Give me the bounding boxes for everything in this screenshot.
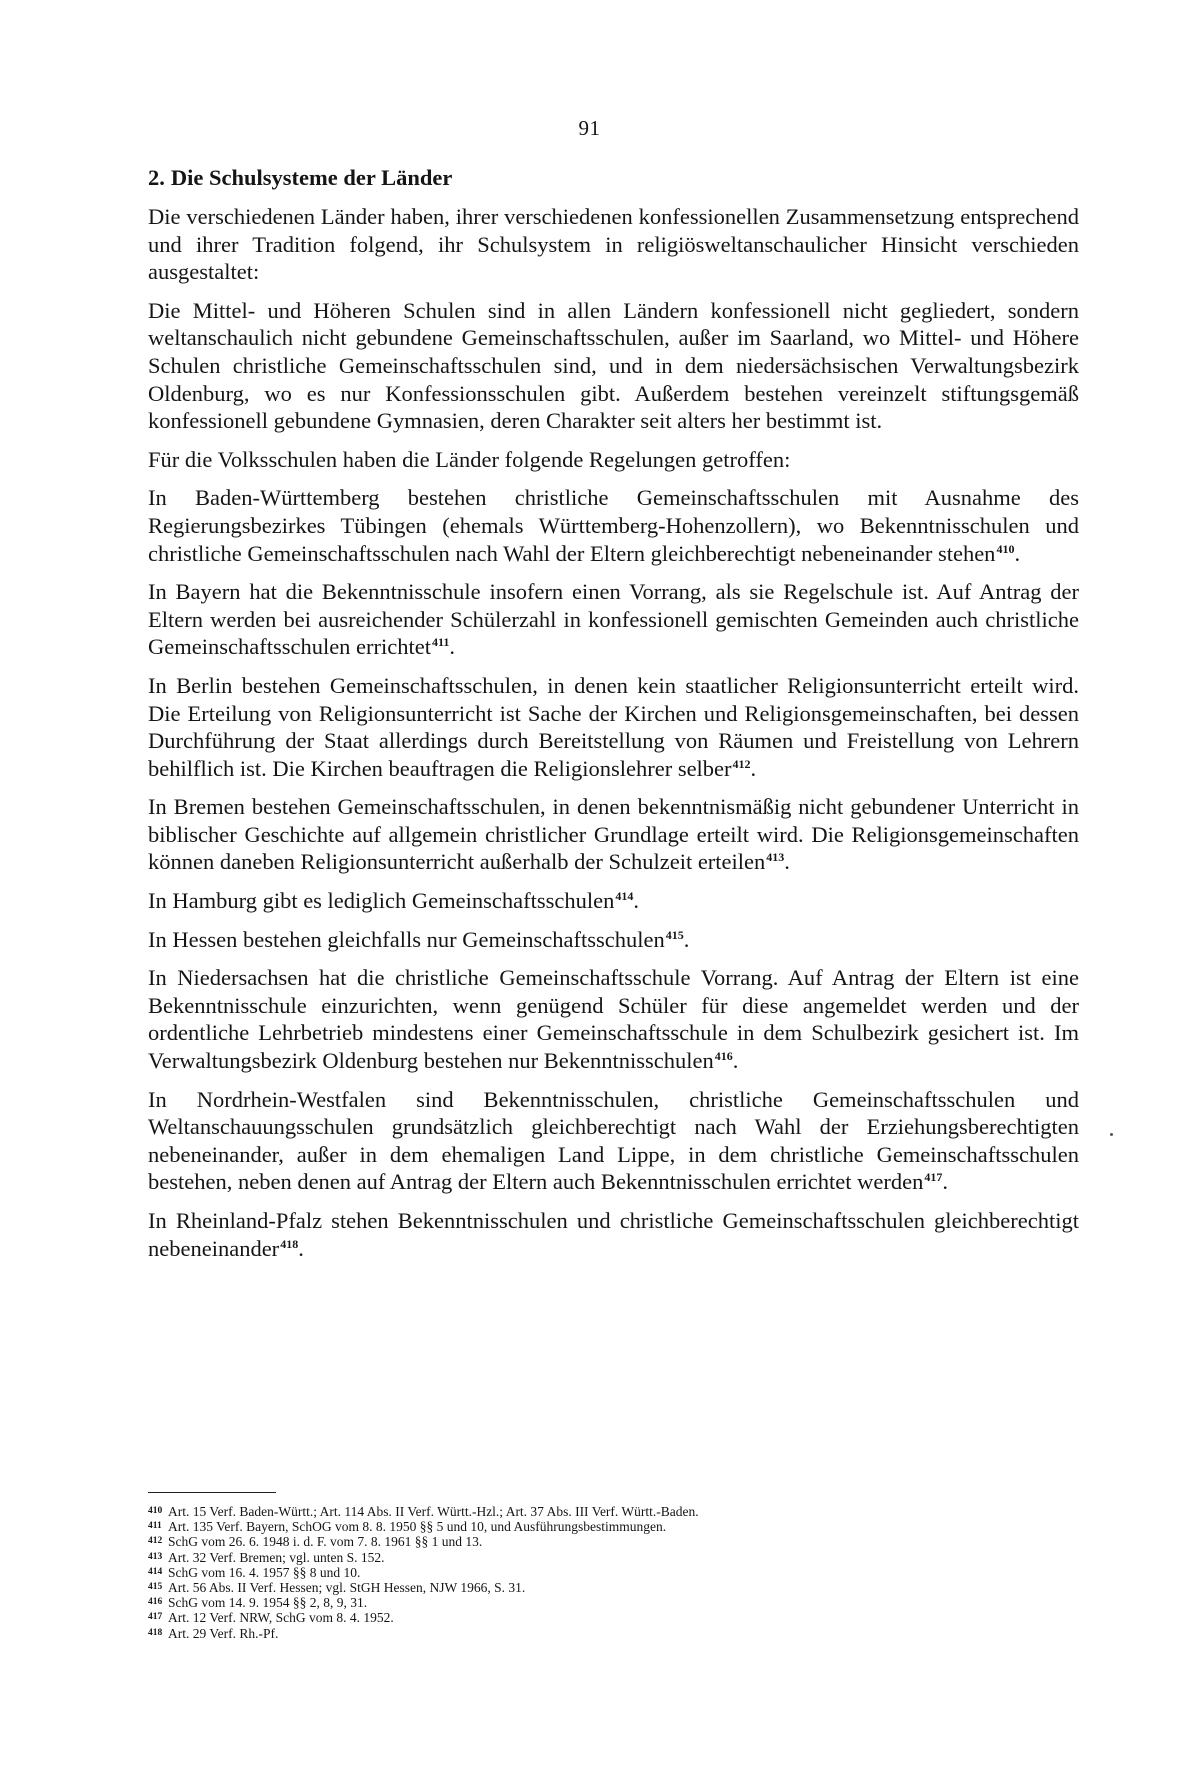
footnote-ref[interactable]: 413 — [766, 850, 785, 865]
footnote-text: SchG vom 16. 4. 1957 §§ 8 und 10. — [168, 1564, 361, 1580]
paragraph-berlin: In Berlin bestehen Gemeinschaftsschulen, in denen kein staatlicher Religionsunterricht erteilt wird. Die Erteilung von Religionsunterricht ist Sache der Kirchen und Religionsgemeinschaften, bei dessen Durchführung der Staat allerdings durch Bereitstellung von Räumen und Freistellung von Lehrern behilflich ist. Die Kirchen beauftragen die Religionslehrer selber$^{412}$. — [148, 672, 1079, 781]
footnote — [148, 1550, 1048, 1565]
paragraph-text: Für die Volksschulen haben die Länder folgende Regelungen getroffen: — [148, 446, 791, 472]
section-number: 2. — [148, 165, 165, 190]
paragraph-text: In Niedersachsen hat die christliche Gemeinschaftsschule Vorrang. Auf Antrag der Eltern ist eine Bekenntnisschule einzurichten, wenn genügend Schüler für diese angemeldet werden und der ordentliche Lehrbetrieb mindestens einer Gemeinschaftsschule in dem Schulbezirk gesichert ist. Im Verwaltungsbezirk Oldenburg bestehen nur Bekenntnisschulen — [148, 965, 1079, 1074]
footnote-text: SchG vom 26. 6. 1948 i. d. F. vom 7. 8. 1961 §§ 1 und 13. — [168, 1534, 483, 1550]
paragraph-text: In Bayern hat die Bekenntnisschule insofern einen Vorrang, als sie Regelschule ist. Auf Antrag der Eltern werden bei ausreichender Schülerzahl in konfessionell gemischten Gemeinden auch christliche Gemeinschaftsschulen errichtet — [148, 579, 1079, 660]
footnote-mark: 416 — [148, 1597, 163, 1608]
scan-speck — [1110, 1133, 1113, 1136]
footnote-separator — [148, 1492, 276, 1493]
section-heading — [148, 164, 1079, 191]
paragraph-text: In Rheinland-Pfalz stehen Bekenntnisschulen und christliche Gemeinschaftsschulen gleichberechtigt nebeneinander — [148, 1208, 1079, 1261]
footnote-ref[interactable]: 414 — [615, 889, 634, 904]
footnote-text: Art. 56 Abs. II Verf. Hessen; vgl. StGH Hessen, NJW 1966, S. 31. — [168, 1580, 526, 1596]
paragraph-text: In Berlin bestehen Gemeinschaftsschulen, in denen kein staatlicher Religionsunterricht erteilt wird. Die Erteilung von Religionsunterricht ist Sache der Kirchen und Religionsgemeinschaften, bei dessen Durchführung der Staat allerdings durch Bereitstellung von Räumen und Freistellung von Lehrern behilflich ist. Die Kirchen beauftragen die Religionslehrer selber — [148, 672, 1079, 781]
footnote — [148, 1534, 1048, 1549]
paragraph-text: In Nordrhein-Westfalen sind Bekenntnisschulen, christliche Gemeinschaftsschulen und Weltanschauungsschulen grundsätzlich gleichberechtigt nach Wahl der Erziehungsberechtigten nebeneinander, außer in dem ehemaligen Land Lippe, in dem christliche Gemeinschaftsschulen bestehen, neben denen auf Antrag der Eltern auch Bekenntnisschulen errichtet werden — [148, 1086, 1079, 1195]
footnote-mark: 418 — [148, 1627, 163, 1638]
footnote-mark: 410 — [148, 1506, 163, 1516]
footnote-ref[interactable]: 412 — [732, 756, 751, 771]
footnote — [148, 1565, 1048, 1580]
footnote-text: Art. 32 Verf. Bremen; vgl. unten S. 152. — [168, 1549, 385, 1565]
paragraph-hamburg: In Hamburg gibt es lediglich Gemeinschaftsschulen$^{414}$. — [148, 888, 639, 914]
paragraph-bayern: In Bayern hat die Bekenntnisschule insofern einen Vorrang, als sie Regelschule ist. Auf Antrag der Eltern werden bei ausreichender Schülerzahl in konfessionell gemischten Gemeinden auch christliche Gemeinschaftsschulen errichtet$^{411}$. — [148, 579, 1079, 660]
paragraph-text: In Baden-Württemberg bestehen christliche Gemeinschaftsschulen mit Ausnahme des Regierungsbezirkes Tübingen (ehemals Württemberg-Hohenzollern), wo Bekenntnisschulen und christliche Gemeinschaftsschulen nach Wahl der Eltern gleichberechtigt nebeneinander stehen — [148, 485, 1079, 566]
footnote-mark: 415 — [148, 1582, 163, 1593]
paragraph-hessen: In Hessen bestehen gleichfalls nur Gemeinschaftsschulen$^{415}$. — [148, 926, 690, 952]
footnote-text: SchG vom 14. 9. 1954 §§ 2, 8, 9, 31. — [168, 1595, 368, 1611]
footnote — [148, 1626, 1048, 1641]
footnote-ref[interactable]: 411 — [432, 635, 450, 650]
paragraph-intro — [148, 203, 1079, 286]
footnote-mark: 414 — [148, 1566, 163, 1577]
paragraph-rheinland-pfalz: In Rheinland-Pfalz stehen Bekenntnisschulen und christliche Gemeinschaftsschulen gleichberechtigt nebeneinander$^{418}$. — [148, 1208, 1079, 1261]
footnote-mark: 411 — [148, 1521, 162, 1532]
footnote-ref[interactable]: 415 — [665, 927, 684, 942]
footnote-text: Art. 135 Verf. Bayern, SchOG vom 8. 8. 1950 §§ 5 und 10, und Ausführungsbestimmungen. — [168, 1519, 667, 1535]
footnote — [148, 1595, 1048, 1610]
paragraph-niedersachsen: In Niedersachsen hat die christliche Gemeinschaftsschule Vorrang. Auf Antrag der Eltern ist eine Bekenntnisschule einzurichten, wenn genügend Schüler für diese angemeldet werden und der ordentliche Lehrbetrieb mindestens einer Gemeinschaftsschule in dem Schulbezirk gesichert ist. Im Verwaltungsbezirk Oldenburg bestehen nur Bekenntnisschulen$^{416}$. — [148, 965, 1079, 1074]
paragraph-secondary-schools — [148, 297, 1079, 435]
section-title: Die Schulsysteme der Länder — [170, 165, 453, 190]
main-text — [148, 164, 1079, 1273]
paragraph-text: In Bremen bestehen Gemeinschaftsschulen, in denen bekenntnismäßig nicht gebundener Unterricht in biblischer Geschichte auf allgemein christlicher Grundlage erteilt wird. Die Religionsgemeinschaften können daneben Religionsunterricht außerhalb der Schulzeit erteilen — [148, 794, 1079, 875]
footnote-mark: 413 — [148, 1551, 163, 1562]
paragraph-baden-wuerttemberg: In Baden-Württemberg bestehen christliche Gemeinschaftsschulen mit Ausnahme des Regierungsbezirkes Tübingen (ehemals Württemberg-Hohenzollern), wo Bekenntnisschulen und christliche Gemeinschaftsschulen nach Wahl der Eltern gleichberechtigt nebeneinander stehen$^{410}$. — [148, 485, 1079, 566]
footnote-mark: 412 — [148, 1536, 163, 1547]
paragraph-bremen: In Bremen bestehen Gemeinschaftsschulen, in denen bekenntnismäßig nicht gebundener Unterricht in biblischer Geschichte auf allgemein christlicher Grundlage erteilt wird. Die Religionsgemeinschaften können daneben Religionsunterricht außerhalb der Schulzeit erteilen$^{413}$. — [148, 794, 1079, 875]
footnote — [148, 1504, 1048, 1519]
footnote-text: Art. 15 Verf. Baden-Württ.; Art. 114 Abs. II Verf. Württ.-Hzl.; Art. 37 Abs. III Verf. Württ.-Baden. — [168, 1504, 699, 1519]
page-number: 91 — [578, 116, 601, 140]
footnote-ref[interactable]: 410 — [996, 541, 1015, 556]
footnote-text: Art. 29 Verf. Rh.-Pf. — [168, 1625, 279, 1641]
footnote-text: Art. 12 Verf. NRW, SchG vom 8. 4. 1952. — [168, 1610, 394, 1626]
footnote-ref[interactable]: 416 — [714, 1049, 733, 1064]
footnote — [148, 1580, 1048, 1595]
paragraph-volksschulen — [148, 446, 1079, 474]
paragraph-nordrhein-westfalen: In Nordrhein-Westfalen sind Bekenntnisschulen, christliche Gemeinschaftsschulen und Weltanschauungsschulen grundsätzlich gleichberechtigt nach Wahl der Erziehungsberechtigten nebeneinander, außer in dem ehemaligen Land Lippe, in dem christliche Gemeinschaftsschulen bestehen, neben denen auf Antrag der Eltern auch Bekenntnisschulen errichtet werden$^{417}$. — [148, 1086, 1079, 1195]
footnote-ref[interactable]: 417 — [924, 1170, 943, 1185]
footnotes — [148, 1504, 1048, 1641]
paragraph-text: Die verschiedenen Länder haben, ihrer verschiedenen konfessionellen Zusammensetzung entsprechend und ihrer Tradition folgend, ihr Schulsystem in religiösweltanschaulicher Hinsicht verschieden ausgestaltet: — [148, 204, 1079, 285]
footnote — [148, 1519, 1048, 1534]
paragraph-text: In Hessen bestehen gleichfalls nur Gemeinschaftsschulen — [148, 926, 665, 952]
footnote-ref[interactable]: 418 — [280, 1236, 299, 1251]
footnote — [148, 1610, 1048, 1625]
paragraph-text: In Hamburg gibt es lediglich Gemeinschaftsschulen — [148, 888, 615, 914]
paragraph-text: Die Mittel- und Höheren Schulen sind in allen Ländern konfessionell nicht gegliedert, sondern weltanschaulich nicht gebundene Gemeinschaftsschulen, außer im Saarland, wo Mittel- und Höhere Schulen christliche Gemeinschaftsschulen sind, und in dem niedersächsischen Verwaltungsbezirk Oldenburg, wo es nur Konfessionsschulen gibt. Außerdem bestehen vereinzelt stiftungsgemäß konfessionell gebundene Gymnasien, deren Charakter seit alters her bestimmt ist. — [148, 297, 1079, 434]
footnote-mark: 417 — [148, 1612, 163, 1623]
